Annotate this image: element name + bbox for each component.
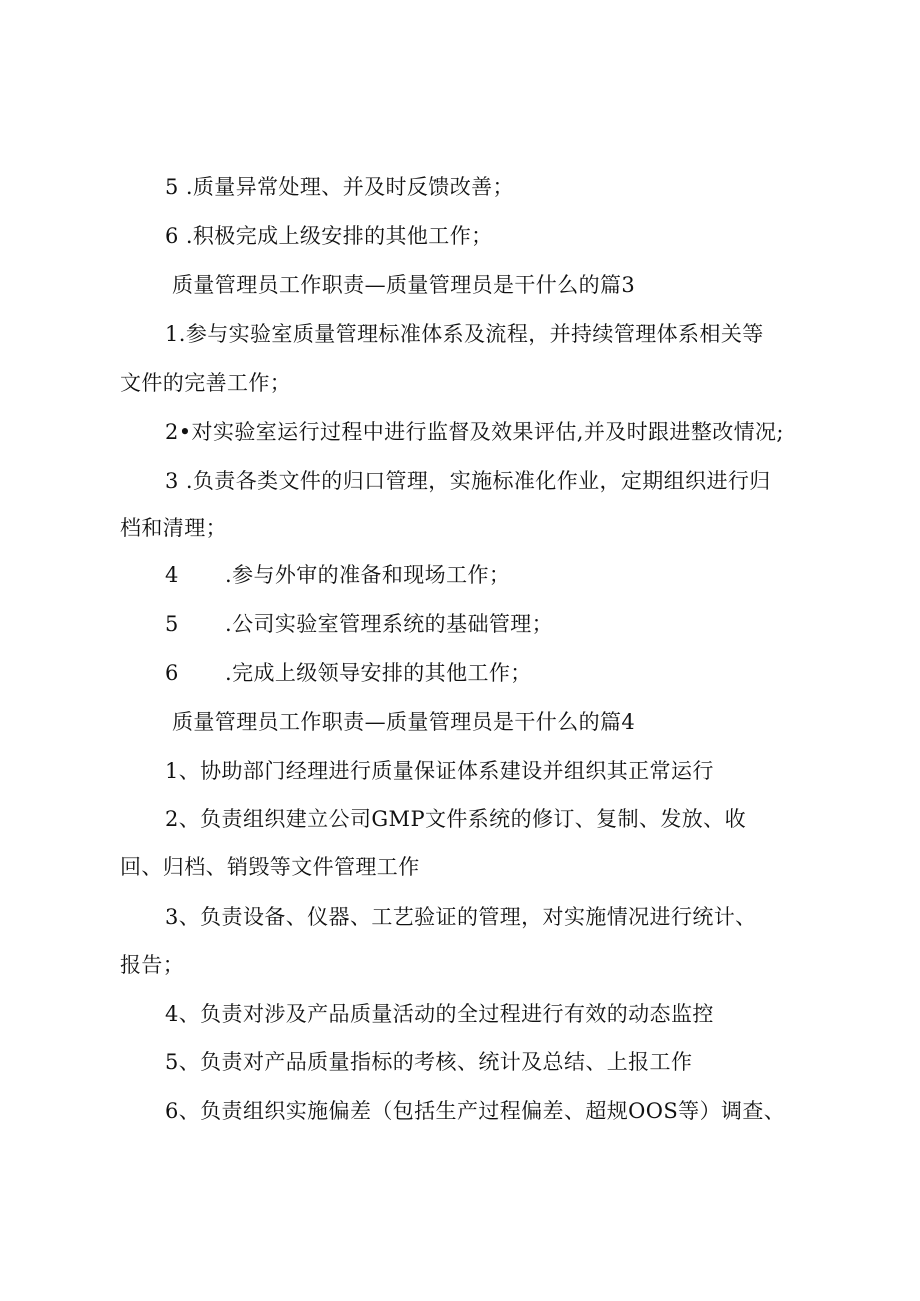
text-line: 6 .积极完成上级安排的其他工作； — [165, 224, 493, 248]
section-heading: 质量管理员工作职责—质量管理员是干什么的篇4 — [172, 710, 636, 734]
text-line: 4、负责对涉及产品质量活动的全过程进行有效的动态监控 — [165, 1002, 714, 1026]
text-line: 6、负责组织实施偏差（包括生产过程偏差、超规OOS等）调查、 — [165, 1099, 786, 1123]
text-line: 1、协助部门经理进行质量保证体系建设并组织其正常运行 — [165, 759, 714, 783]
text-line: 1.参与实验室质量管理标准体系及流程，并持续管理体系相关等 — [165, 322, 764, 346]
text-line: 回、归档、销毁等文件管理工作 — [120, 855, 420, 879]
text-line: 报告； — [120, 953, 185, 977]
list-text: .公司实验室管理系统的基础管理； — [225, 612, 554, 636]
text-line: 2、负责组织建立公司GMP文件系统的修订、复制、发放、收 — [165, 807, 746, 831]
list-number: 6 — [165, 661, 179, 685]
list-item — [165, 562, 510, 588]
text-line: 5 .质量异常处理、并及时反馈改善； — [165, 175, 514, 199]
list-text: .完成上级领导安排的其他工作； — [225, 661, 532, 685]
text-line: 3、负责设备、仪器、工艺验证的管理，对实施情况进行统计、 — [165, 905, 757, 929]
text-line: 档和清理； — [120, 516, 227, 540]
list-number: 5 — [165, 612, 179, 636]
text-line: 2•对实验室运行过程中进行监督及效果评估,并及时跟进整改情况; — [165, 420, 784, 444]
text-line: 3 .负责各类文件的归口管理，实施标准化作业，定期组织进行归 — [165, 469, 771, 493]
text-line: 5、负责对产品质量指标的考核、统计及总结、上报工作 — [165, 1050, 693, 1074]
list-text: .参与外审的准备和现场工作； — [225, 563, 511, 587]
section-heading: 质量管理员工作职责—质量管理员是干什么的篇3 — [172, 273, 636, 297]
list-item — [165, 611, 553, 637]
list-item — [165, 660, 532, 686]
list-number: 4 — [165, 563, 179, 587]
text-line: 文件的完善工作； — [120, 371, 292, 395]
